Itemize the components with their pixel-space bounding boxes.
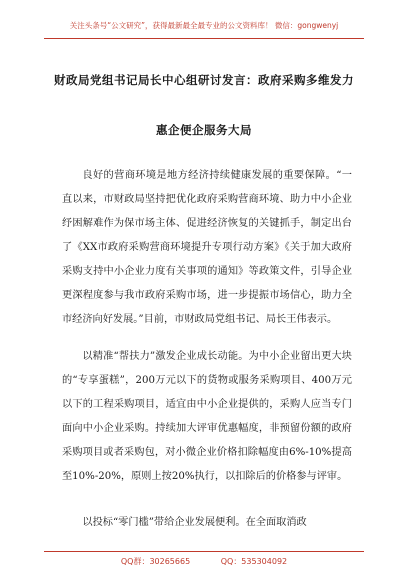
body-paragraph: 以投标“零门槛”带给企业发展便利。在全面取消政 [82, 517, 307, 528]
footer-qq: QQ：535304092 [220, 557, 288, 566]
header-banner: 关注头条号“公文研究”，获得最新最全最专业的公文资料库！ 微信：gongwenyj [69, 21, 339, 30]
body-paragraph-3-block [62, 511, 352, 535]
body-paragraph: 良好的营商环境是地方经济持续健康发展的重要保障。“一直以来，市财政局坚持把优化政府采购营商环境、助力中小企业纾困解难作为保市场主体、促进经济恢复的关键抓手，制定出台了《XX市政府采购营商环境提升专项行动方案》《关于加大政府采购支持中小企业力度有关事项的通知》等政策文件，引导企业更深程度参与我市政府采购市场，进一步提振市场信心，助力全市经济向好发展。”目前，市财政局党组书记、局长王伟表示。 [62, 170, 352, 325]
header-divider [44, 38, 364, 39]
footer [0, 556, 408, 567]
body-paragraph-2-block [62, 345, 352, 489]
document-title-line-1: 财政局党组书记局长中心组研讨发言：政府采购多维发力 [54, 73, 354, 87]
body-paragraph: 以精准“帮扶力”激发企业成长动能。为中小企业留出更大块的“专享蛋糕”，200万元以下的货物或服务采购项目、400万元以下的工程采购项目，适宜由中小企业提供的，采购人应当专门面向中小企业采购。持续加大评审优惠幅度，非预留份额的政府采购项目或者采购包，对小微企业价格扣除幅度由6%-10%提高至10%-20%，原则上按20%执行，以扣除后的价格参与评审。 [62, 351, 352, 482]
document-title-line-2: 惠企便企服务大局 [156, 123, 252, 137]
footer-divider [44, 551, 364, 552]
footer-qq-group: QQ群：30265665 [120, 557, 191, 566]
body-paragraph-1-block [62, 164, 352, 332]
